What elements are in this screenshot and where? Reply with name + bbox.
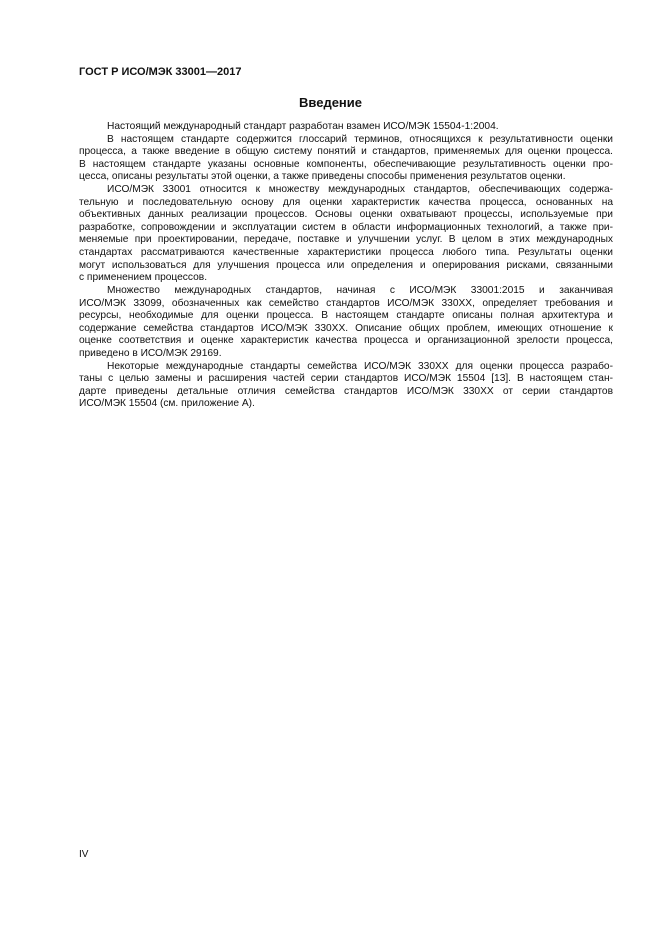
text-line: В настоящем стандарте содержится глоссарий терминов, относящихся к результативности оценки (107, 133, 613, 145)
text-line: ресурсы, необходимые для оценки процесса. В настоящем стандарте описаны полная архитектура и (79, 310, 613, 322)
text-line: ИСО/МЭК 33001 относится к множеству международных стандартов, обеспечивающих содержа- (107, 184, 613, 196)
text-line: с применением процессов. (79, 272, 208, 284)
text-line: тельную и последовательную основу для оценки характеристик качества процесса, основанных на (79, 196, 613, 208)
section-title: Введение (299, 95, 362, 110)
text-line: ИСО/МЭК 15504 (см. приложение А). (79, 398, 255, 410)
text-line: приведено в ИСО/МЭК 29169. (79, 347, 222, 359)
document-header: ГОСТ Р ИСО/МЭК 33001—2017 (79, 66, 242, 78)
body-text (79, 121, 613, 411)
text-line: таны с целью замены и расширения частей серии стандартов ИСО/МЭК 15504 [13]. В настоящем стан- (79, 373, 613, 385)
text-line: цесса, описаны результаты этой оценки, а также приведены способы применения результатов оценки. (79, 171, 566, 183)
text-line: могут использоваться для улучшения процесса или определения и оперирования рисками, связанными (79, 259, 613, 271)
text-line: объективных данных реализации процессов. Основы оценки охватывают процессы, используемые при (79, 209, 613, 221)
text-line: В настоящем стандарте указаны основные компоненты, обеспечивающие результативность оценки про- (79, 158, 613, 170)
text-line: Множество международных стандартов, начиная с ИСО/МЭК 33001:2015 и заканчивая (107, 284, 613, 296)
text-line: ИСО/МЭК 33099, обозначенных как семейство стандартов ИСО/МЭК 330XX, определяет требования и (79, 297, 613, 309)
text-line: дарте приведены детальные отличия семейства стандартов ИСО/МЭК 330XX от серии стандартов (79, 385, 613, 397)
text-line: Некоторые международные стандарты семейства ИСО/МЭК 330XX для оценки процесса разрабо- (107, 360, 613, 372)
text-line: содержание семейства стандартов ИСО/МЭК 330XX. Описание общих проблем, имеющих отношение к (79, 322, 613, 334)
text-line: Настоящий международный стандарт разработан взамен ИСО/МЭК 15504-1:2004. (107, 121, 499, 132)
text-line: разработке, сопровождении и эксплуатации систем в области информационных технологий, а также при- (79, 221, 613, 233)
text-line: меняемые при проектировании, передаче, поставке и улучшении услуг. В целом в этих международных (79, 234, 613, 246)
page-number: IV (79, 849, 89, 860)
text-line: процесса, а также введение в общую систему понятий и стандартов, применяемых для оценки процесса. (79, 146, 613, 158)
text-line: оценке соответствия и оценке характеристик качества процесса и организационной зрелости процесса, (79, 335, 613, 347)
text-line: стандартах рассматриваются качественные характеристики процесса любого типа. Результаты оценки (79, 247, 613, 259)
